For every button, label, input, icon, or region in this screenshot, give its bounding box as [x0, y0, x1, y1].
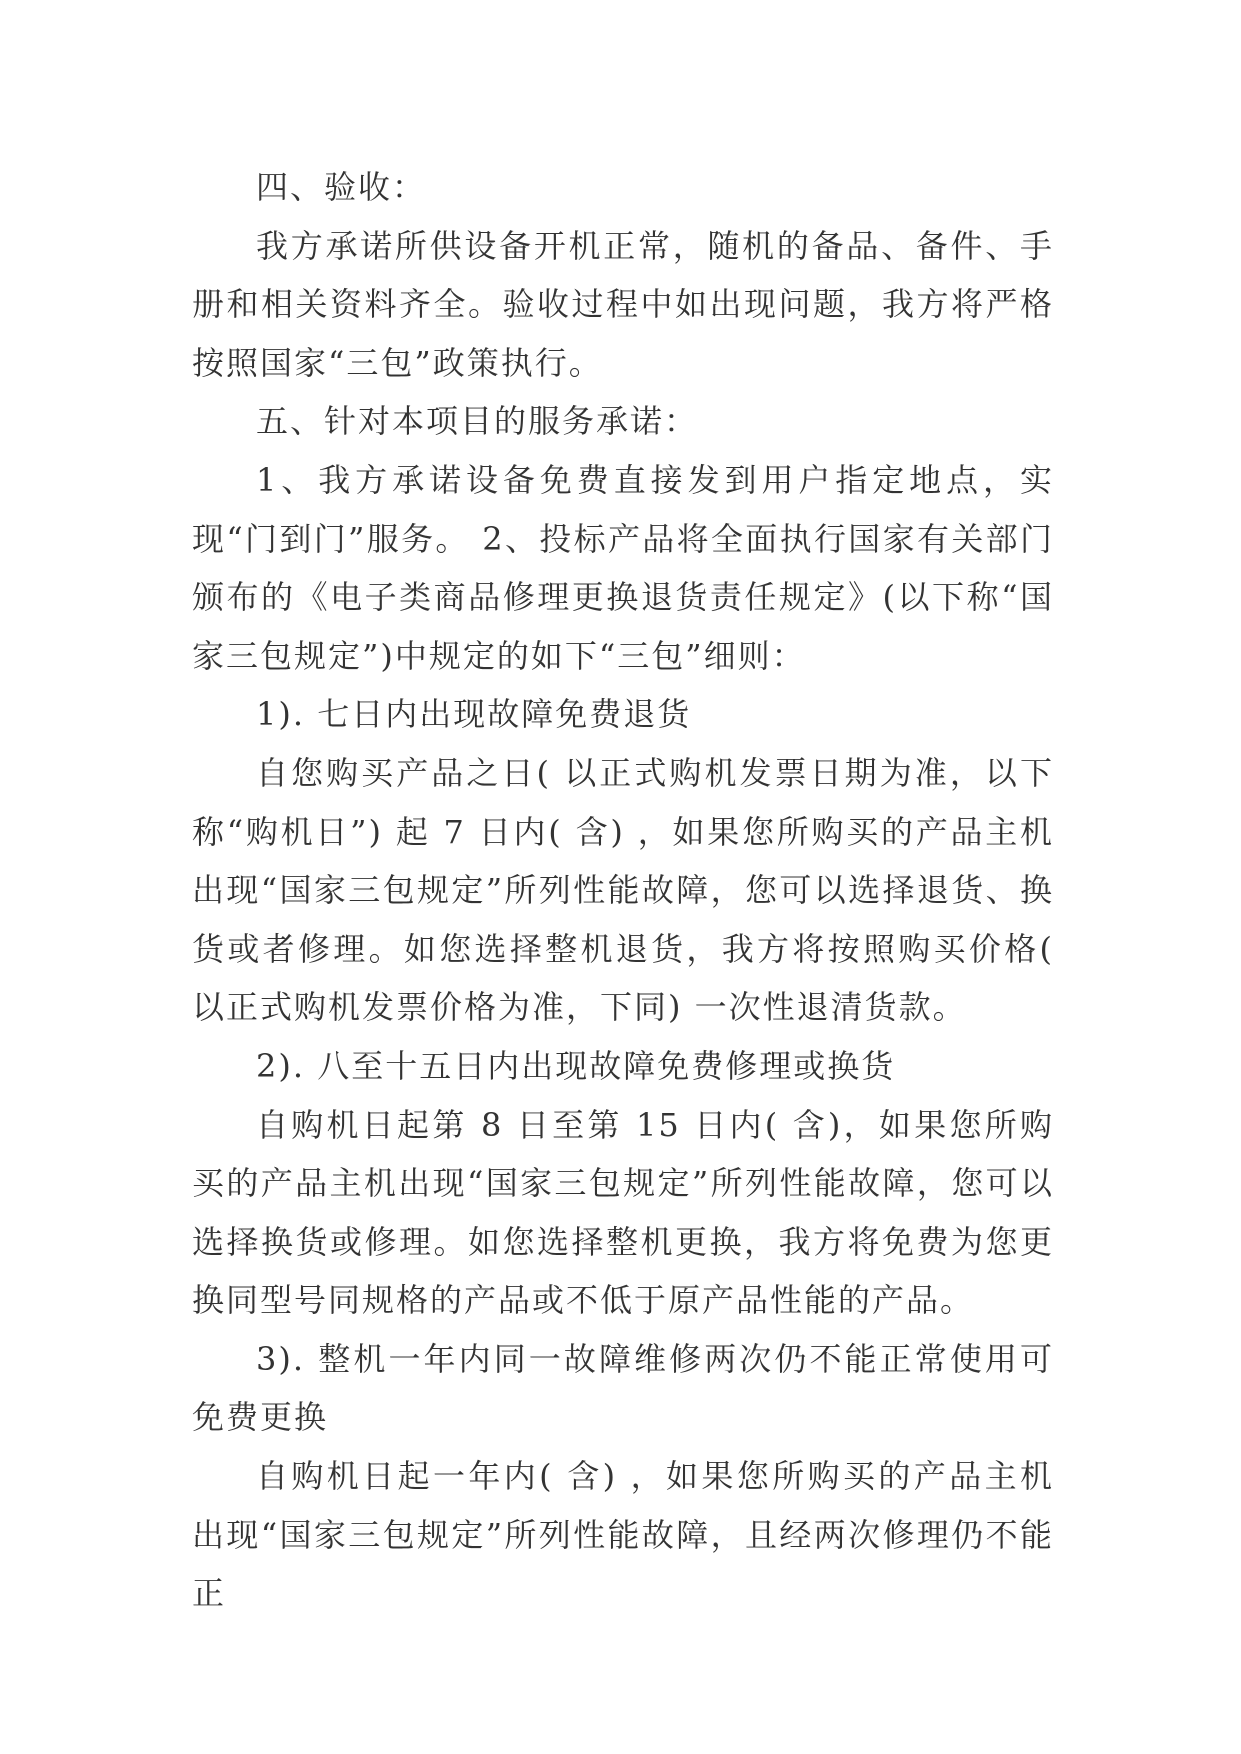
- section-heading-acceptance: 四、验收：: [256, 168, 427, 206]
- document-body: [192, 158, 1054, 1623]
- section-heading-service-commitment: 五、针对本项目的服务承诺：: [256, 402, 699, 441]
- paragraph-delivery-and-three-guarantees: 1、我方承诺设备免费直接发到用户指定地点，实现“门到门”服务。 2、投标产品将全面执行国家有关部门颁布的《电子类商品修理更换退货责任规定》(以下称“国家三包规定”)中规定的如下“三包”细则：: [192, 460, 1054, 675]
- paragraph-one-year-replacement: 自购机日起一年内( 含) ，如果您所购买的产品主机出现“国家三包规定”所列性能故障，且经两次修理仍不能正: [192, 1457, 1054, 1613]
- clause-heading-fifteen-day-repair-exchange: 2). 八至十五日内出现故障免费修理或换货: [256, 1046, 896, 1085]
- clause-heading-one-year-replacement: 3). 整机一年内同一故障维修两次仍不能正常使用可免费更换: [192, 1339, 1054, 1437]
- paragraph-fifteen-day-repair-exchange: 自购机日起第 8 日至第 15 日内( 含)，如果您所购买的产品主机出现“国家三包规定”所列性能故障，您可以选择换货或修理。如您选择整机更换，我方将免费为您更换同型号同规格的产品或不低于原产品性能的产品。: [192, 1105, 1054, 1320]
- clause-heading-seven-day-return: 1). 七日内出现故障免费退货: [256, 695, 692, 734]
- paragraph-seven-day-return: 自您购买产品之日( 以正式购机发票日期为准，以下称“购机日”) 起 7 日内( 含) ，如果您所购买的产品主机出现“国家三包规定”所列性能故障，您可以选择退货、换货或者修理。如您选择整机退货，我方将按照购买价格( 以正式购机发票价格为准，下同) 一次性退清货款。: [192, 753, 1054, 1027]
- paragraph-acceptance-commitment: 我方承诺所供设备开机正常，随机的备品、备件、手册和相关资料齐全。验收过程中如出现问题，我方将严格按照国家“三包”政策执行。: [192, 226, 1054, 382]
